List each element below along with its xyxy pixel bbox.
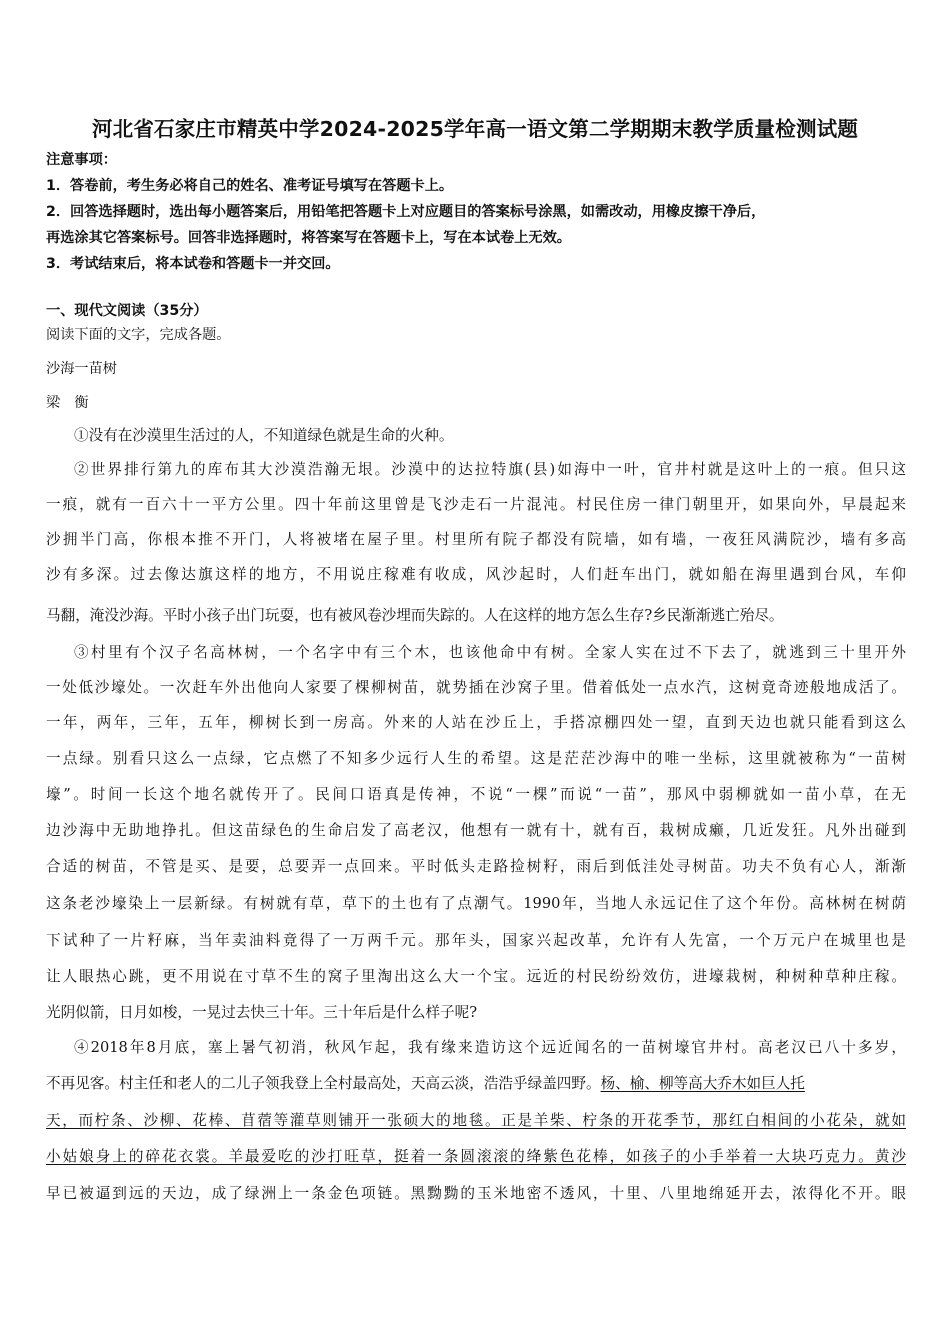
paragraph-line: ④2018年8月底，塞上暑气初消，秋风乍起，我有缘来造访这个远近闻名的一苗树壕官井村。高老汉已八十多岁， [74,1039,906,1056]
paragraph-line: 沙有多深。过去像达旗这样的地方，不用说庄稼难有收成，风沙起时，人们赶车出门，就如船在海里遇到台风，车仰 [46,566,906,583]
notice-item-2: 2．回答选择题时，选出每小题答案后，用铅笔把答题卡上对应题目的答案标号涂黑，如需改动，用橡皮擦干净后， [46,204,766,220]
underlined-line: 天，而柠条、沙柳、花棒、苜蓿等灌草则铺开一张硕大的地毯。正是羊柴、柠条的开花季节，那红白相间的小花朵，就如 [46,1112,906,1129]
paragraph-line: 光阴似箭，日月如梭，一晃过去快三十年。三十年后是什么样子呢? [46,1004,478,1021]
underlined-text: 杨、榆、柳等高大乔木如巨人托 [600,1075,805,1092]
paragraph-line: 沙拥半门高，你根本推不开门，人将被堵在屋子里。村里所有院子都没有院墙，如有墙，一夜狂风满院沙，墙有多高 [46,531,906,548]
exam-title: 河北省石家庄市精英中学2024-2025学年高一语文第二学期期末教学质量检测试题 [91,117,859,141]
paragraph-line: 壕”。时间一长这个地名就传开了。民间口语真是传神，不说“一棵”而说“一苗”，那风中弱柳就如一苗小草，在无 [46,786,906,803]
article-author: 梁 衡 [46,395,89,411]
article-title: 沙海一苗树 [46,361,117,377]
notice-item-2-cont: 再选涂其它答案标号。回答非选择题时，将答案写在答题卡上，写在本试卷上无效。 [46,230,571,246]
paragraph-line: 一痕，就有一百六十一平方公里。四十年前这里曾是飞沙走石一片混沌。村民住房一律门朝里开，如果向外，早晨起来 [46,496,906,513]
underlined-line: 小姑娘身上的碎花衣裳。羊最爱吃的沙打旺草，挺着一条圆滚滚的绛紫色花棒，如孩子的小手举着一大块巧克力。黄沙 [46,1148,906,1165]
paragraph-line [46,1073,906,1095]
paragraph-line: 下试种了一片籽麻，当年卖油料竟得了一万两千元。那年头，国家兴起改革，允许有人先富，一个万元户在城里也是 [46,932,906,949]
paragraph-line: 一点绿。别看只这么一点绿，它点燃了不知多少远行人生的希望。这是茫茫沙海中的唯一坐标，这里就被称为“一苗树 [46,750,906,767]
paragraph-line: ③村里有个汉子名高林树，一个名字中有三个木，也该他命中有树。全家人实在过不下去了，就逃到三十里开外 [74,644,906,661]
paragraph-line: 边沙海中无助地挣扎。但这苗绿色的生命启发了高老汉，他想有一就有十，就有百，栽树成癞，几近发狂。凡外出碰到 [46,822,906,839]
notice-item-1: 1．答卷前，考生务必将自己的姓名、准考证号填写在答题卡上。 [46,178,454,194]
paragraph-text: 不再见客。村主任和老人的二儿子领我登上全村最高处，天高云淡，浩浩乎绿盖四野。 [46,1075,601,1092]
paragraph-line: ①没有在沙漠里生活过的人，不知道绿色就是生命的火种。 [74,427,454,444]
paragraph-line: 马翻，淹没沙海。平时小孩子出门玩耍，也有被风卷沙埋而失踪的。人在这样的地方怎么生存?乡民渐渐逃亡殆尽。 [46,607,784,624]
section-heading: 一、现代文阅读（35分） [46,303,208,319]
notice-heading: 注意事项： [46,152,117,168]
paragraph-line: 一处低沙壕处。一次赶车外出他向人家要了棵柳树苗，就势插在沙窝子里。借着低处一点水汽，这树竟奇迹般地成活了。 [46,679,906,696]
paragraph-line: 这条老沙壕染上一层新绿。有树就有草，草下的土也有了点潮气。1990年，当地人永远记住了这个年份。高林树在树荫 [46,895,906,912]
section-instruction: 阅读下面的文字，完成各题。 [46,327,231,343]
paragraph-line: 一年，两年，三年，五年，柳树长到一房高。外来的人站在沙丘上，手搭凉棚四处一望，直到天边也就只能看到这么 [46,714,906,731]
paragraph-line: 早已被逼到远的天边，成了绿洲上一条金色项链。黑黝黝的玉米地密不透风，十里、八里地绵延开去，浓得化不开。眼 [46,1185,906,1202]
notice-item-3: 3．考试结束后，将本试卷和答题卡一并交回。 [46,256,340,272]
paragraph-line: 让人眼热心跳，更不用说在寸草不生的窝子里淘出这么大一个宝。远近的村民纷纷效仿，进壕栽树，种树种草种庄稼。 [46,968,906,985]
paragraph-line: ②世界排行第九的库布其大沙漠浩瀚无垠。沙漠中的达拉特旗(县)如海中一叶，官井村就是这叶上的一痕。但只这 [74,461,906,478]
paragraph-line: 合适的树苗，不管是买、是要，总要弄一点回来。平时低头走路捡树籽，雨后到低洼处寻树苗。功夫不负有心人，渐渐 [46,858,906,875]
